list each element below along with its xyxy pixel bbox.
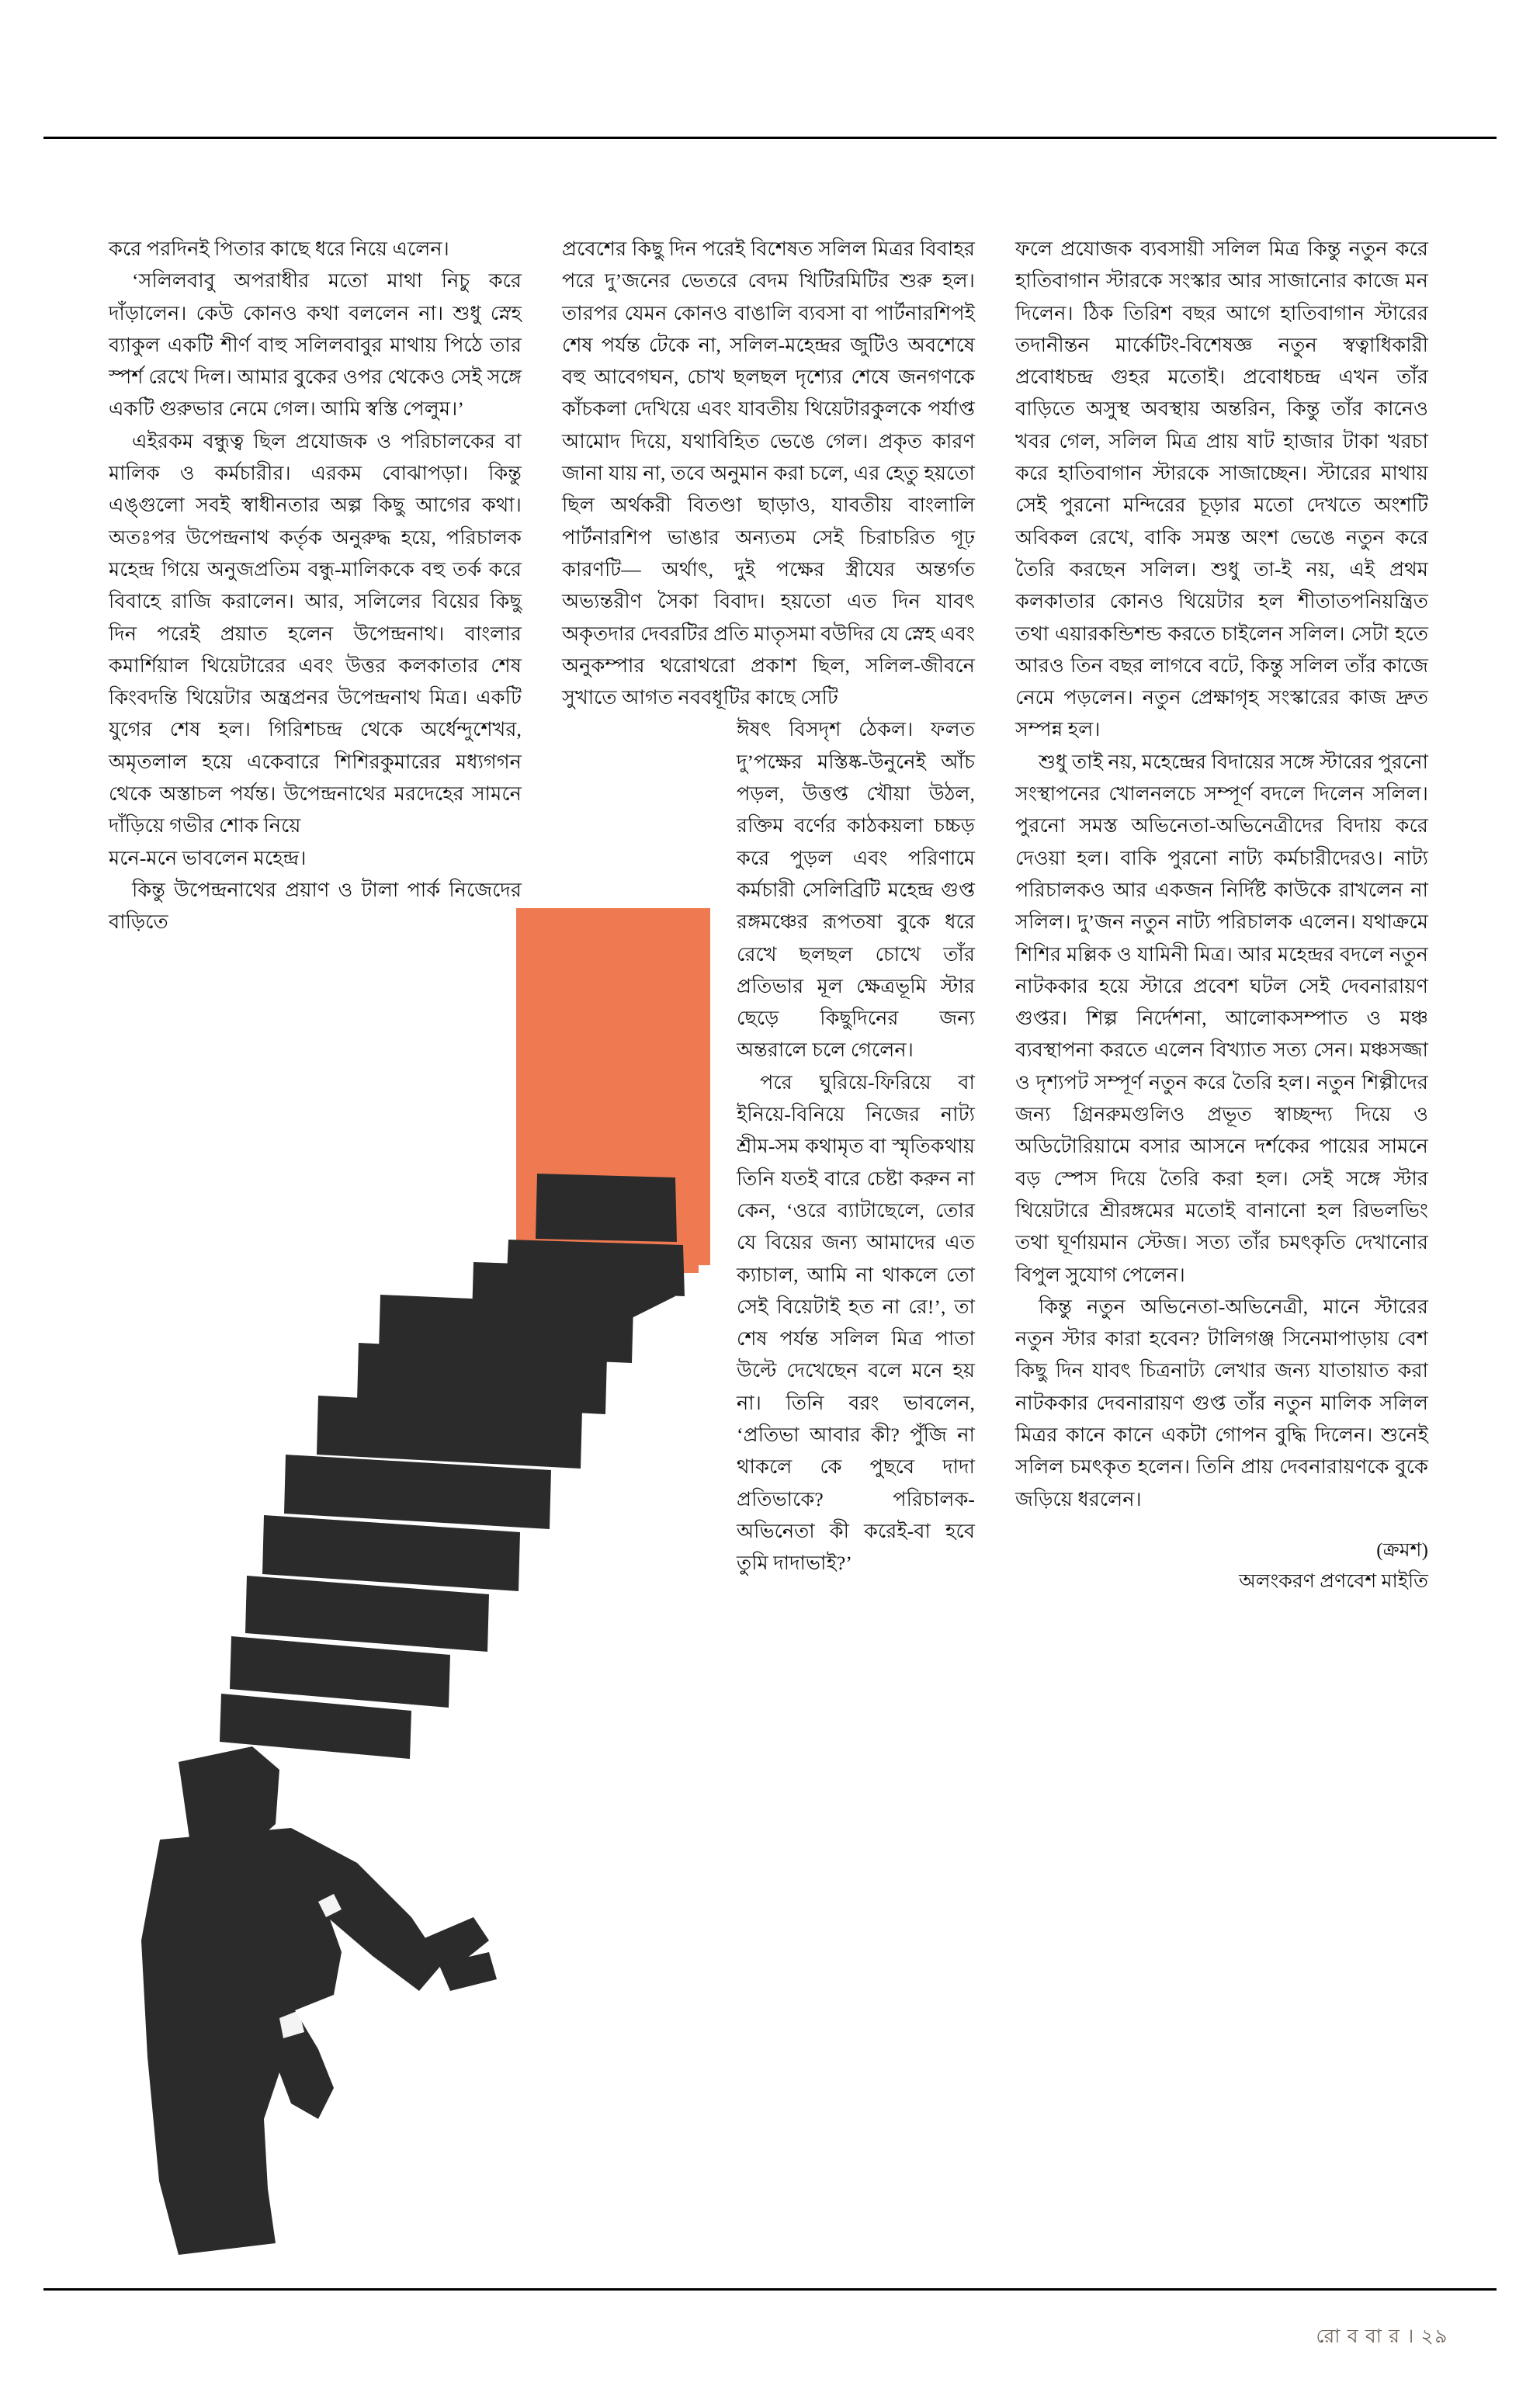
standing-figure <box>141 1746 497 2255</box>
paragraph: করে পরদিনই পিতার কাছে ধরে নিয়ে এলেন। <box>109 238 449 260</box>
paragraph: ঈষৎ বিসদৃশ ঠেকল। ফলত দু’পক্ষের মস্তিষ্ক-উনুনেই আঁচ পড়ল, উত্তপ্ত খৌয়া উঠল, রক্তিম বর্ণের কাঠকয়লা চচ্চড় করে পুড়ল এবং পরিণামে কর্মচারী সেলিব্রিটি মহেন্দ্র গুপ্ত রঙ্গমঞ্চের রূপতষা বুকে ধরে রেখে ছলছল চোখে তাঁর প্রতিভার মূল ক্ষেত্রভূমি স্টার ছেড়ে কিছুদিনের জন্য অন্তরালে চলে গেলেন। <box>737 718 975 1062</box>
paragraph: ‘সলিলবাবু অপরাধীর মতো মাথা নিচু করে দাঁড়ালেন। কেউ কোনও কথা বললেন না। শুধু স্নেহ ব্যাকুল একটি শীর্ণ বাহু সলিলবাবুর মাথায় পিঠে তার স্পর্শ রেখে দিল। আমার বুকের ওপর থেকেও সেই সঙ্গে একটি গুরুভার নেমে গেল। আমি স্বস্তি পেলুম।’ <box>109 269 522 421</box>
paragraph: ফলে প্রযোজক ব্যবসায়ী সলিল মিত্র কিন্তু নতুন করে হাতিবাগান স্টারকে সংস্কার আর সাজানোর কাজে মন দিলেন। ঠিক তিরিশ বছর আগে হাতিবাগান স্টারের তদানীন্তন মার্কেটিং-বিশেষজ্ঞ নতুন স্বত্বাধিকারী প্রবোধচন্দ্র গুহর মতোই। প্রবোধচন্দ্র এখন তাঁর বাড়িতে অসুস্থ অবস্থায় অন্তরিন, কিন্তু তাঁর কানেও খবর গেল, সলিল মিত্র প্রায় ষাট হাজার টাকা খরচা করে হাতিবাগান স্টারকে সাজাচ্ছেন। স্টারের মাথায় সেই পুরনো মন্দিরের চূড়ার মতো দেখতে অংশটি অবিকল রেখে, বাকি সমস্ত অংশ ভেঙে নতুন করে তৈরি করছেন সলিল। শুধু তা-ই নয়, এই প্রথম কলকাতার কোনও থিয়েটার হল শীতাতপনিয়ন্ত্রিত তথা এয়ারকন্ডিশন্ড করতে চাইলেন সলিল। সেটা হতে আরও তিন বছর লাগবে বটে, কিন্তু সলিল তাঁর কাজে নেমে পড়লেন। নতুন প্রেক্ষাগৃহ সংস্কারের কাজ দ্রুত সম্পন্ন হল। <box>1015 238 1428 741</box>
folio-separator: । <box>1406 2326 1415 2347</box>
paragraph: মনে-মনে ভাবলেন মহেন্দ্র। <box>109 846 307 869</box>
illustration-credit: অলংকরণ প্রণবেশ মাইতি <box>1239 1570 1428 1592</box>
top-rule <box>43 137 1497 139</box>
folio-label: রো ব বা র <box>1316 2326 1401 2347</box>
paragraph: শুধু তাই নয়, মহেন্দ্রের বিদায়ের সঙ্গে স্টারের পুরনো সংস্থাপনের খোলনলচে সম্পূর্ণ বদলে দিলেন সলিল। পুরনো সমস্ত অভিনেতা-অভিনেত্রীদের বিদায় করে দেওয়া হল। বাকি পুরনো নাট্য কর্মচারীদেরও। নাট্য পরিচালকও আর একজন নির্দিষ্ট কাউকে রাখলেন না সলিল। দু’জন নতুন নাট্য পরিচালক এলেন। যথাক্রমে শিশির মল্লিক ও যামিনী মিত্র। আর মহেন্দ্রর বদলে নতুন নাটককার হয়ে স্টারে প্রবেশ ঘটল সেই দেবনারায়ণ গুপ্তর। শিল্প নির্দেশনা, আলোকসম্পাত ও মঞ্চ ব্যবস্থাপনা করতে এলেন বিখ্যাত সত্য সেন। মঞ্চসজ্জা ও দৃশ্যপট সম্পূর্ণ নতুন করে তৈরি হল। নতুন শিল্পীদের জন্য গ্রিনরুমগুলিও প্রভূত স্বাচ্ছন্দ্য দিয়ে ও অডিটোরিয়ামে বসার আসনে দর্শকের পায়ের সামনে বড় স্পেস দিয়ে তৈরি করা হল। সেই সঙ্গে স্টার থিয়েটারে শ্রীরঙ্গমের মতোই বানানো হল রিভলভিং তথা ঘূর্ণায়মান স্টেজ। সত্য তাঁর চমৎকৃতি দেখানোর বিপুল সুযোগ পেলেন। <box>1015 750 1428 1286</box>
article-credits <box>1015 1535 1428 1597</box>
paragraph: এইরকম বন্ধুত্ব ছিল প্রযোজক ও পরিচালকের বা মালিক ও কর্মচারীর। এরকম বোঝাপড়া। কিন্তু এঙ্গুলো সবই স্বাধীনতার অল্প কিছু আগের কথা। অতঃপর উপেন্দ্রনাথ কর্তৃক অনুরুদ্ধ হয়ে, পরিচালক মহেন্দ্র গিয়ে অনুজপ্রতিম বন্ধু-মালিককে বহু তর্ক করে বিবাহে রাজি করালেন। আর, সলিলের বিয়ের কিছু দিন পরেই প্রয়াত হলেন উপেন্দ্রনাথ। বাংলার কমার্শিয়াল থিয়েটারের এবং উত্তর কলকাতার শেষ কিংবদন্তি থিয়েটার অন্ত্রপ্রনর উপেন্দ্রনাথ মিত্র। একটি যুগের শেষ হল। গিরিশচন্দ্র থেকে অর্ধেন্দুশেখর, অমৃতলাল হয়ে একেবারে শিশিরকুমারের মধ্যগগন থেকে অস্তাচল পর্যন্ত। উপেন্দ্রনাথের মরদেহের সামনে দাঁড়িয়ে গভীর শোক নিয়ে <box>109 429 522 838</box>
paragraph: কিন্তু উপেন্দ্রনাথের প্রয়াণ ও টালা পার্ক নিজেদের বাড়িতে <box>109 878 522 934</box>
column-right <box>1015 233 1428 1597</box>
bottom-rule <box>43 2288 1497 2291</box>
column-left <box>109 233 522 1597</box>
column-middle <box>562 233 975 1597</box>
paragraph: পরে ঘুরিয়ে-ফিরিয়ে বা ইনিয়ে-বিনিয়ে নিজের নাট্য শ্রীম-সম কথামৃত বা স্মৃতিকথায় তিনি যতই বারে চেষ্টা করুন না কেন, ‘ওরে ব্যাটাছেলে, তোর যে বিয়ের জন্য আমাদের এত ক্যাচাল, আমি না থাকলে তো সেই বিয়েটাই হত না রে!’, তা শেষ পর্যন্ত সলিল মিত্র পাতা উল্টে দেখেছেন বলে মনে হয় না। তিনি বরং ভাবলেন, ‘প্রতিভা আবার কী? পুঁজি না থাকলে কে পুছবে দাদা প্রতিভাকে? পরিচালক-অভিনেতা কী করেই-বা হবে তুমি দাদাভাই?’ <box>737 1070 975 1575</box>
continued-label: (ক্রমশ) <box>1376 1539 1428 1561</box>
paragraph: কিন্তু নতুন অভিনেতা-অভিনেত্রী, মানে স্টারের নতুন স্টার কারা হবেন? টালিগঞ্জ সিনেমাপাড়ায় বেশ কিছু দিন যাবৎ চিত্রনাট্য লেখার জন্য যাতায়াত করা নাটককার দেবনারায়ণ গুপ্ত তাঁর নতুন মালিক সলিল মিত্রর কানে কানে একটা গোপন বুদ্ধি দিলেন। শুনেই সলিল চমৎকৃত হলেন। তিনি প্রায় দেবনারায়ণকে বুকে জড়িয়ে ধরলেন। <box>1015 1295 1428 1510</box>
article-body <box>109 233 1428 1597</box>
folio-number: ২৯ <box>1420 2326 1448 2347</box>
paragraph: প্রবেশের কিছু দিন পরেই বিশেষত সলিল মিত্রর বিবাহর পরে দু’জনের ভেতরে বেদম খিটিরমিটির শুরু হল। তারপর যেমন কোনও বাঙালি ব্যবসা বা পার্টনারশিপই শেষ পর্যন্ত টেকে না, সলিল-মহেন্দ্রর জুটিও অবশেষে বহু আবেগঘন, চোখ ছলছল দৃশ্যের শেষে জনগণকে কাঁচকলা দেখিয়ে এবং যাবতীয় থিয়েটারকুলকে পর্যাপ্ত আমোদ দিয়ে, যথাবিহিত ভেঙে গেল। প্রকৃত কারণ জানা যায় না, তবে অনুমান করা চলে, এর হেতু হয়তো ছিল অর্থকরী বিতণ্ডা ছাড়াও, যাবতীয় বাংলালি পার্টনারশিপ ভাঙার অন্যতম সেই চিরাচরিত গূঢ় কারণটি— অর্থাৎ, দুই পক্ষের স্ত্রীযের অন্তর্গত অভ্যন্তরীণ সৈকা বিবাদ। হয়তো এত দিন যাবৎ অকৃতদার দেবরটির প্রতি মাতৃসমা বউদির যে স্নেহ এবং অনুকম্পার থরোথরো প্রকাশ ছিল, সলিল-জীবনে সুখাতে আগত নববধূটির কাছে সেটি <box>562 238 975 709</box>
art-wrap-spacer <box>562 713 737 1571</box>
page-folio <box>1316 2321 1448 2354</box>
